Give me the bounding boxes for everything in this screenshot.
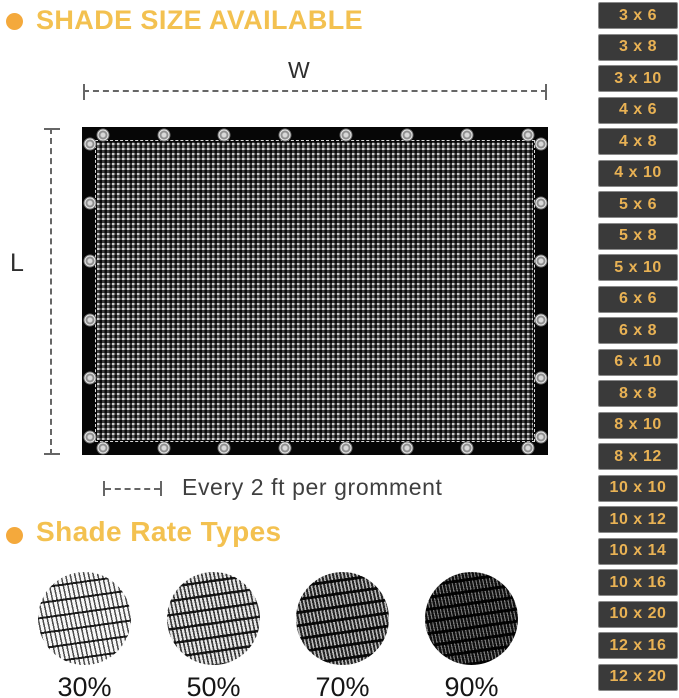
grommet-icon <box>339 128 352 141</box>
grommet-icon <box>534 196 547 209</box>
grommet-icon <box>97 441 110 454</box>
size-option: 5 x 6 <box>598 191 678 218</box>
size-option: 3 x 8 <box>598 34 678 61</box>
size-option: 8 x 12 <box>598 443 678 470</box>
orange-bullet-icon <box>6 527 23 544</box>
size-option: 10 x 20 <box>598 601 678 628</box>
grommet-icon <box>534 313 547 326</box>
grommet-icon <box>279 128 292 141</box>
grommet-icon <box>522 128 535 141</box>
grommet-spacing-bracket <box>103 481 162 496</box>
grommet-spacing-note: Every 2 ft per gromment <box>182 474 443 500</box>
length-dimension-line <box>50 128 52 455</box>
grommet-icon <box>83 196 96 209</box>
shade-rate-percentage: 90% <box>444 672 499 698</box>
size-option: 10 x 16 <box>598 569 678 596</box>
grommet-icon <box>157 441 170 454</box>
grommet-icon <box>461 441 474 454</box>
mesh-swatch <box>425 572 518 665</box>
grommet-icon <box>83 138 96 151</box>
size-option-list <box>598 2 678 691</box>
grommet-icon <box>218 441 231 454</box>
dimension-tick <box>83 84 85 100</box>
dimension-tick <box>545 84 547 100</box>
shade-rate-percentage: 70% <box>315 672 370 698</box>
size-option: 5 x 8 <box>598 223 678 250</box>
shade-rate-percentage: 50% <box>186 672 241 698</box>
length-dimension-label: L <box>10 249 24 277</box>
size-option: 12 x 20 <box>598 664 678 691</box>
grommet-icon <box>534 138 547 151</box>
grommet-icon <box>522 441 535 454</box>
shade-rate-item <box>167 572 260 698</box>
grommet-icon <box>157 128 170 141</box>
shade-rate-item <box>296 572 389 698</box>
shade-rate-heading: Shade Rate Types <box>36 516 282 547</box>
shade-size-heading: SHADE SIZE AVAILABLE <box>36 5 364 35</box>
size-option: 10 x 14 <box>598 538 678 565</box>
size-option: 4 x 6 <box>598 97 678 124</box>
mesh-swatch <box>167 572 260 665</box>
size-option: 8 x 8 <box>598 380 678 407</box>
size-option: 10 x 12 <box>598 506 678 533</box>
grommet-icon <box>534 255 547 268</box>
orange-bullet-icon <box>6 13 23 30</box>
grommet-icon <box>534 431 547 444</box>
shade-rate-percentage: 30% <box>57 672 112 698</box>
shade-rate-item <box>425 572 518 698</box>
dimension-tick <box>44 453 60 455</box>
width-dimension-label: W <box>288 57 310 83</box>
mesh-swatch <box>296 572 389 665</box>
grommet-icon <box>97 128 110 141</box>
size-option: 3 x 6 <box>598 2 678 29</box>
grommet-icon <box>218 128 231 141</box>
grommet-icon <box>400 441 413 454</box>
grommet-icon <box>83 255 96 268</box>
size-option: 3 x 10 <box>598 65 678 92</box>
grommet-icon <box>534 372 547 385</box>
size-option: 10 x 10 <box>598 475 678 502</box>
shade-rate-swatches <box>38 572 518 698</box>
grommet-icon <box>400 128 413 141</box>
size-option: 6 x 10 <box>598 349 678 376</box>
dimension-tick <box>44 128 60 130</box>
grommet-icon <box>461 128 474 141</box>
size-option: 6 x 6 <box>598 286 678 313</box>
size-option: 12 x 16 <box>598 632 678 659</box>
grommet-icon <box>83 431 96 444</box>
size-option: 4 x 10 <box>598 160 678 187</box>
mesh-swatch <box>38 572 131 665</box>
grommet-icon <box>339 441 352 454</box>
width-dimension-line <box>83 90 547 92</box>
shade-net-diagram <box>82 127 548 455</box>
size-option: 5 x 10 <box>598 254 678 281</box>
size-option: 8 x 10 <box>598 412 678 439</box>
grommet-icon <box>83 313 96 326</box>
net-mesh-texture <box>97 142 533 440</box>
grommet-icon <box>83 372 96 385</box>
grommet-icon <box>279 441 292 454</box>
bracket-dashed-line <box>105 488 160 490</box>
size-option: 4 x 8 <box>598 128 678 155</box>
shade-rate-item <box>38 572 131 698</box>
size-option: 6 x 8 <box>598 317 678 344</box>
